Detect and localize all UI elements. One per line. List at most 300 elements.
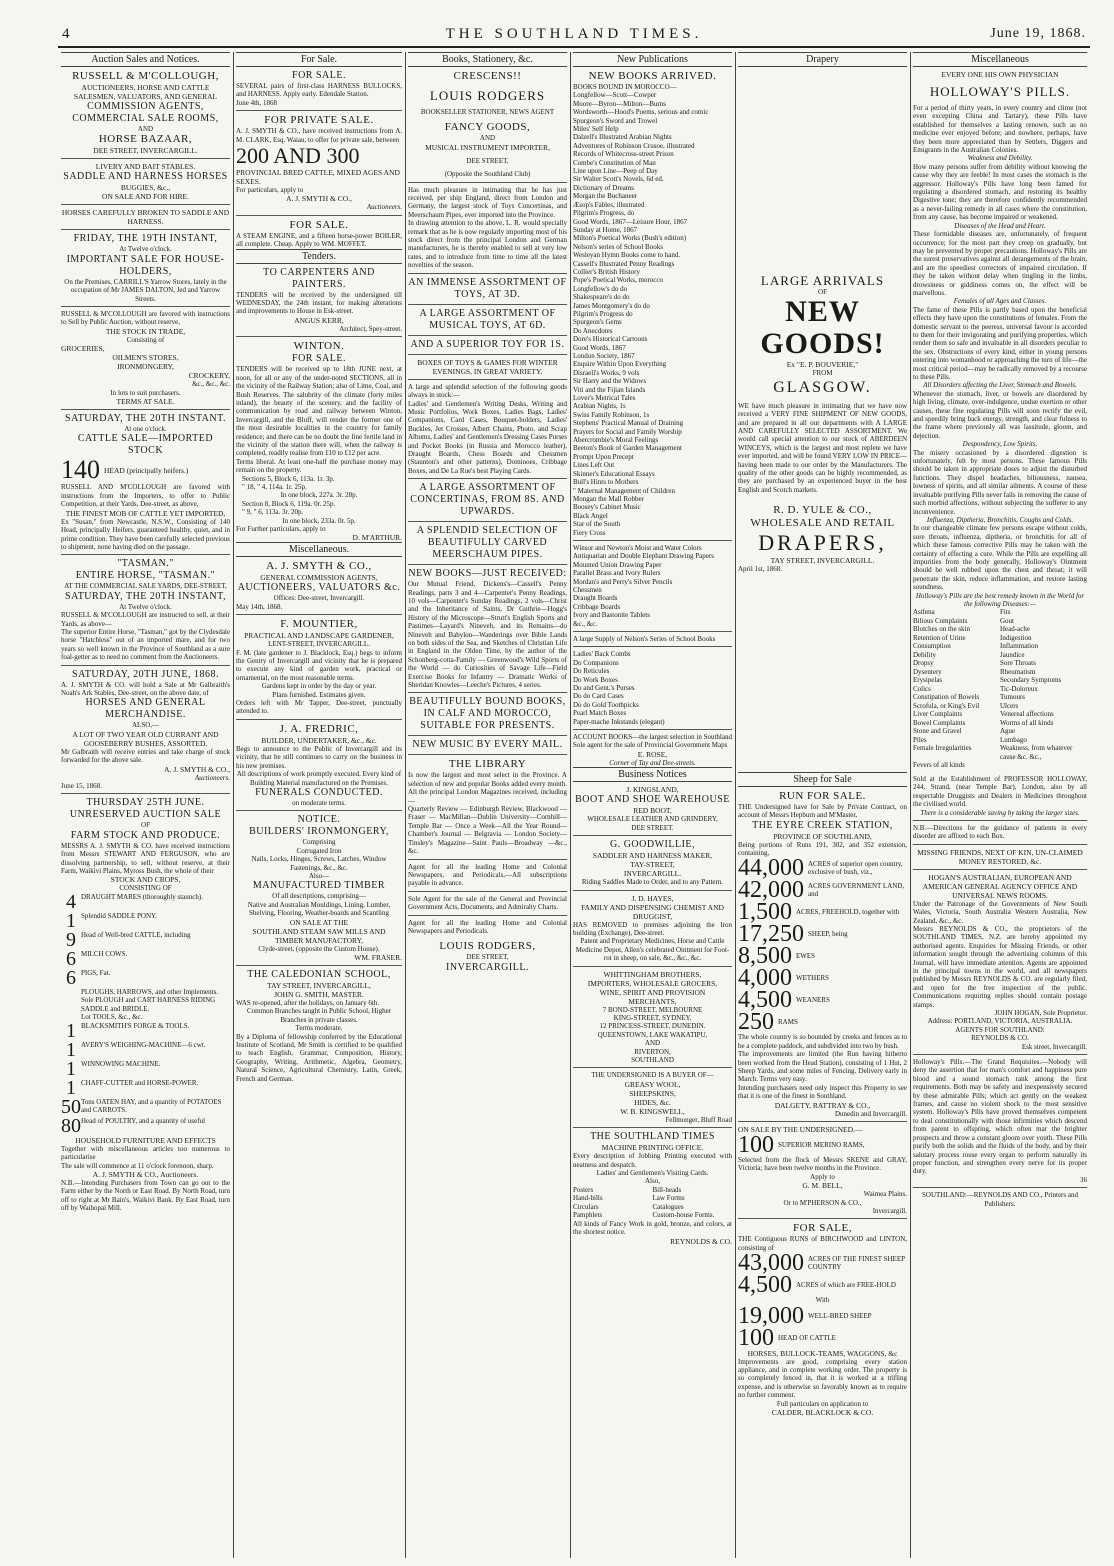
lot-item (61, 966, 230, 989)
ad-text: GENERAL COMMISSION AGENTS, (260, 573, 378, 583)
book-title: Star of the South (573, 520, 621, 529)
ad-heading: MISSING FRIENDS, NEXT OF KIN, UN-CLAIMED MONEY RESTORED, &c. (917, 847, 1083, 866)
book-title: Wesleyan Hymn Books come to hand. (573, 251, 681, 260)
ad-text: All descriptions of work promptly executed. Every kind of Building Material manufactured on the Premises. (236, 770, 402, 787)
ad-text: TIMBER MANUFACTORY, (275, 935, 363, 945)
ad-text: TENDERS will be received up to 18th JUNE next, at noon, for all or any of the under-noted SECTIONS, all in the vicinity of the Railway Station; also of Lime, Coal, and Bush Reserves. The salubrity of the climate (forty miles inland), the beauty of the scenery, and the facility of communication by road and railway between Winton, Invercargill, and the Bluff, will render the former one of the most desirable localities in the country for family residence; and there can be no doubt the fine fertile land in the vicinity of the station there will, when the railway is completed, readily realise from £10 to £12 per acre. (236, 365, 402, 458)
ad-text: Mr Galbraith will receive entries and take charge of stock forwarded for the above sale. (61, 747, 230, 765)
fancy-goods-item: Pearl Match Boxes (573, 709, 627, 718)
book-title: Nelson's series of School Books (573, 242, 663, 251)
ad-signature: CALDER, BLACKLOCK & CO. (771, 1408, 874, 1418)
masthead (58, 26, 1090, 46)
ad-text: Auctioneers. (366, 203, 402, 212)
ad-text: The whole country is so bounded by creeks and fences as to be a complete paddock, and subdivided into two by bush. (738, 1033, 907, 1050)
section-entry: Section 8, Block 6, 119a. 0r. 25p. (242, 499, 336, 508)
ad-text: AND (479, 134, 496, 143)
book-title: Sunday at Home, 1867 (573, 225, 638, 234)
ad-text: HAS REMOVED to premises adjoining the Iron building (Exchange), Dee-street. (573, 920, 732, 937)
lot-item (61, 1013, 230, 1022)
ad-text: THE Contiguous RUNS of BIRCHWOOD and LINTON, consisting of (738, 1235, 907, 1252)
acres-count: 43,000 (738, 1250, 804, 1277)
ad-text: BOOKS BOUND IN MOROCCO— (573, 83, 677, 91)
lot-item (61, 988, 230, 997)
ad-text: MUSICAL INSTRUMENT IMPORTER, (425, 142, 550, 152)
book-title: Swiss Family Robinson, 1s (573, 410, 650, 419)
ad-text: AGENTS FOR SOUTHLAND: (955, 1025, 1045, 1034)
cattle-row (738, 1324, 907, 1351)
fancy-goods-item: Do and Gent.'s Purses (573, 684, 635, 693)
fancy-goods-item: Do Companions (573, 658, 619, 667)
ad-text: AT THE COMMERCIAL SALE YARDS, DEE-STREET, (64, 582, 227, 591)
stationery-item: Ivory and Bastonite Tablets (573, 611, 650, 620)
disease-name: Ulcers (1000, 701, 1019, 710)
book-title: Dictionary of Dreams (573, 183, 635, 192)
printing-row (573, 1211, 732, 1220)
book-list (573, 91, 732, 537)
fancy-goods-item: Do Work Boxes (573, 675, 618, 684)
ad-signature: G. M. BELL, (802, 1181, 843, 1191)
ad-heading: LARGE ARRIVALS (760, 273, 885, 288)
ad-text: How many persons suffer from debility without knowing the cause why they are feeble! In most cases the stomach is the aggressor. Holloway's Pills have long been famed for regulating a disordered stomach, and restoring its healthy Digestive tone; they are therefore confidently recommended as a never-failing remedy in all cases where the constitution, from any cause, has become impaired or weakened. (913, 162, 1087, 222)
ad-text: MERCHANTS, (628, 996, 677, 1006)
ad-text: Nails, Locks, Hinges, Screws, Latches, Window Fastenings, &c., &c. (251, 855, 387, 872)
subheading: Diseases of the Head and Heart. (954, 221, 1046, 230)
disease-name: Erysipelas (913, 676, 943, 685)
book-title: Longfellow's do do (573, 284, 628, 293)
fancy-goods-item: Do do Gold Toothpicks (573, 700, 639, 709)
printing-item: Pamphlets (573, 1211, 603, 1220)
ad-text: WHOLESALE LEATHER AND GRINDERY, (587, 815, 718, 824)
book-title: Spurgeon's Gems (573, 318, 622, 327)
section-entry: Sections 5, Block 6, 113a. 1r. 3p. (242, 474, 335, 483)
ad-text: SUPERIOR MERINO RAMS, (778, 1140, 865, 1149)
column-heading: Books, Stationery, &c. (408, 52, 567, 67)
lot-quantity: 1 (66, 1076, 76, 1099)
ad-date: May 14th, 1868. (236, 602, 283, 611)
ad-number: 36 (1080, 1175, 1087, 1184)
ad-text: Consisting of (126, 335, 165, 344)
section-entry: " 18, " 4, 114a. 1r. 25p. (242, 482, 307, 491)
ad-text: DEE STREET. (631, 823, 674, 832)
acres-row (738, 1250, 907, 1277)
ad-text: TENDERS will be received by the undersigned till WEDNESDAY, the 24th instant, for making alterations and improvements to House in Esk-street. (236, 290, 402, 316)
run-figure-row (738, 855, 907, 882)
ad-heading: J. A. FREDRIC, (279, 722, 359, 735)
stationery-item: Draught Boards (573, 594, 618, 603)
ad-heading: NOTICE. (297, 814, 341, 826)
address-line: 7 BOND-STREET, MELBOURNE (602, 1005, 703, 1014)
book-title: Enquire Within Upon Everything (573, 360, 667, 369)
ad-text: ON SALE AT THE (289, 917, 349, 927)
ad-text: GREASY WOOL, (624, 1079, 681, 1089)
book-title: Lines Left Out (573, 461, 615, 470)
disease-name: Jaundice (1000, 650, 1025, 659)
ad-text: Comprising (302, 838, 336, 847)
ad-text: Esk street, Invercargill. (1021, 1042, 1087, 1051)
ad-text: In lots to suit purchasers. (110, 388, 181, 397)
stationery-item: Antiquarian and Double Elephant Drawing Papers (573, 552, 714, 561)
book-title: Pope's Poetical Works, morocco (573, 276, 663, 285)
ad-text: ACRES OF THE FINEST SHEEP COUNTRY (808, 1255, 905, 1272)
ad-text: THE STOCK IN TRADE, (105, 326, 186, 336)
ad-text: N.B.—Intending Purchasers from Town can go out to the Farm either by the North or East Road. By North Road, turn off to right at Mr Bain's, Waikivi Bank. By East Road, turn off by Waihopai Mill. (61, 1179, 230, 1213)
ad-text: Dunedin and Invercargill. (835, 1109, 907, 1118)
cattle-count-row (61, 457, 230, 483)
lot-item (61, 1019, 230, 1042)
run-figure-label: RAMS (778, 1018, 798, 1027)
ad-heading: A LARGE ASSORTMENT OF MUSICAL TOYS, AT 6D. (419, 307, 556, 331)
book-title: Skinner's Educational Essays (573, 469, 655, 478)
masthead-rule (58, 46, 1090, 48)
book-title: Good Words, 1867—Leisure Hour, 1867 (573, 217, 688, 226)
ad-text: Waimea Plains. (863, 1190, 907, 1199)
lot-quantity: 6 (66, 966, 76, 989)
ad-text: Intending purchasers need only inspect this Property to see that it is one of the finest in Southland. (738, 1083, 907, 1101)
subheading: Females of all Ages and Classes. (953, 297, 1047, 306)
ad-text: TAY-STREET, (630, 860, 675, 870)
disease-name: Colics (913, 684, 931, 693)
ad-text: &c., &c., &c. (192, 380, 230, 389)
rams-row (738, 1131, 907, 1158)
ad-text: Common Branches taught in Public School, Higher Branches in private classes. (246, 1007, 392, 1024)
book-title: Line upon Line—Peep of Day (573, 167, 658, 176)
ad-heading-large: NEW GOODS! (760, 295, 885, 361)
lot-description: BLACKSMITH'S FORGE & TOOLS. (81, 1021, 190, 1030)
ad-text: On the Premises, CARRILL'S Yarrow Stores, lately in the occupation of Mr JAMES DALTON, Jed and Yarrow Streets. (64, 277, 227, 303)
ad-heading: IMPORTANT SALE FOR HOUSE-HOLDERS, (66, 253, 225, 277)
ad-text: CONSISTING OF (119, 884, 172, 893)
lot-quantity: 1 (66, 909, 76, 932)
ad-text: AND (137, 125, 154, 133)
ad-heading: HORSES AND GENERAL MERCHANDISE. (85, 697, 206, 721)
ad-text: DEE STREET, (466, 156, 509, 165)
printing-item: Bill-heads (652, 1185, 682, 1194)
disease-name: Asthma (913, 608, 935, 617)
run-figure: 17,250 (738, 921, 804, 948)
book-title: Miles' Self Help (573, 125, 619, 134)
firm-name: RUSSELL & M'COLLOUGH, (72, 70, 219, 82)
stationery-item: &c., &c. (573, 619, 598, 628)
ad-heading: F. MOUNTIER, (280, 618, 358, 631)
ad-heading: NEW BOOKS ARRIVED. (588, 70, 717, 82)
run-figure: 44,000 (738, 855, 804, 882)
ad-signature: E. ROSE, (637, 749, 668, 759)
ad-text: N.B.—Directions for the guidance of patients in every disorder are affixed to each Box. (913, 823, 1087, 841)
printing-item: Custom-house Forms. (652, 1211, 715, 1220)
ad-heading: "TASMAN." (117, 558, 174, 570)
disease-name: Inflammation (1000, 642, 1039, 651)
book-title: Records of Whitecross-street Prison (573, 150, 674, 159)
ad-heading: AN IMMENSE ASSORTMENT OF TOYS, AT 3D. (408, 276, 567, 300)
book-title: London Society, 1867 (573, 352, 635, 360)
printing-row (573, 1186, 732, 1195)
ad-text: FROM (812, 369, 833, 378)
run-figure-row (738, 965, 907, 992)
ad-text: BOXES OF TOYS & GAMES FOR WINTER EVENINGS, IN GREAT VARIETY. (417, 357, 558, 376)
ad-text: Also— (308, 871, 330, 880)
ad-text: MESSRS A. J. SMYTH & CO. have received instructions from Messrs STEWART AND FERGUSON, who are dissolving partnership, to sell, without reserve, at their Farm, Waikivi Plains, Myross Bush, the whole of their (61, 841, 230, 876)
disease-row (913, 634, 1087, 643)
lot-description: CHAFF-CUTTER and HORSE-POWER. (81, 1078, 199, 1087)
ad-text: Corrugated Iron (296, 846, 342, 855)
ad-text: Orders left with Mr Tapper, Dee-street, punctually attended to. (236, 699, 402, 716)
disease-row (913, 761, 1087, 770)
printing-row (573, 1194, 732, 1203)
disease-row (913, 719, 1087, 728)
ad-date: April 1st, 1868. (738, 565, 782, 574)
disease-name: Retention of Urine (913, 633, 966, 642)
ad-heading: SADDLE AND HARNESS HORSES (63, 171, 228, 183)
disease-name: Liver Complaints (913, 710, 963, 719)
ad-heading: FOR SALE, (793, 1222, 852, 1235)
ad-text: Ex "Susan," from Newcastle, N.S.W., Consisting of 140 Head, principally Heifers, guaranteed healthy, quiet, and in prime condition. They have been carefully selected previous to shipment, none having died on the passage. (61, 517, 230, 551)
ad-heading: THE LIBRARY (448, 758, 527, 771)
disease-name: Tumours (1000, 693, 1026, 702)
lot-quantity: 1 (66, 1057, 76, 1080)
ad-text: TAY STREET, INVERCARGILL. (770, 556, 875, 566)
subheading: Holloway's Pills are the best remedy known in the World for the following Diseases:— (915, 591, 1085, 608)
disease-name: Female Irregularities (913, 744, 972, 753)
book-title: Fiery Cross (573, 528, 606, 537)
run-figure-row (738, 921, 907, 948)
ad-text: Holloway's Pills.—The Grand Requisites.—Nobody will deny the assertion that for man's comfort and happiness pure blood and a sound stomach rank among the first requirements. Both may be safely and inexpensively secured by these admirable Pills; which act gently on the weakest frames, and cause no violent shock to the most sensitive system. Holloway's Pills have proved themselves competent to deal constitutionally with those infirmities which descend from parent to offspring, which often mar the brighter prospects and throw a constant gloom over youth. These Pills purify both the solids and the fluids of the body, and by their salutary process rouse every organ to perform naturally its proper function, and strengthen every nerve for its proper duty. (913, 1058, 1087, 1176)
printing-row (573, 1203, 732, 1212)
ad-heading: BUILDERS' IRONMONGERY, (249, 826, 389, 838)
ad-heading: HOLLOWAY'S PILLS. (929, 84, 1071, 99)
address-line: 12 PRINCESS-STREET, DUNEDIN. (599, 1022, 706, 1031)
sale-date: THURSDAY 25TH JUNE. (86, 797, 205, 809)
book-title: Abercrombie's Moral Feelings (573, 436, 659, 445)
run-figure-row (738, 987, 907, 1014)
sheep-row (738, 1302, 907, 1329)
ad-text: For Further particulars, apply to (236, 525, 326, 533)
run-figure-label: ACRES, FREEHOLD, together with (796, 908, 900, 917)
ad-text: Ladies' and Gentlemen's Visiting Cards. (596, 1169, 709, 1177)
ad-signature: A. J. SMYTH & CO., Auctioneers. (92, 1170, 199, 1180)
ad-heading: G. GOODWILLIE, (609, 839, 696, 851)
ad-heading: TO CARPENTERS AND PAINTERS. (263, 266, 375, 290)
printing-item: Law Forms (652, 1194, 685, 1203)
section-entry: " 9, " 6, 113a. 3r. 20p. (242, 508, 304, 517)
ad-heading: BOOT AND SHOE WAREHOUSE (575, 794, 730, 806)
ad-text: FAMILY AND DISPENSING CHEMIST AND DRUGGIST, (581, 902, 724, 921)
ad-heading: NEW BOOKS—JUST RECEIVED: (408, 568, 567, 580)
ad-text: ACRES of which are FREE-HOLD (796, 1281, 896, 1290)
ad-text: Sole agent for the sale of Provincial Government Maps (573, 741, 728, 750)
section-heading: Business Notices (573, 767, 732, 782)
printer-imprint: SOUTHLAND:—REYNOLDS AND CO., Printers and Publishers. (922, 1191, 1078, 1208)
book-title: Black Angel (573, 511, 608, 520)
ad-text: Of all descriptions, comprising— (272, 892, 366, 901)
ad-heading: FOR SALE. (289, 218, 349, 231)
acres-row (738, 1272, 907, 1299)
lot-description: Head of POULTRY, and a quantity of useful (81, 1116, 206, 1125)
disease-name: Secondary Symptoms (1000, 676, 1062, 685)
lot-description: AVERY'S WEIGHING-MACHINE—6 cwt. (81, 1040, 206, 1049)
ad-text: HOUSEHOLD FURNITURE AND EFFECTS (75, 1135, 216, 1145)
ad-heading: MANUFACTURED TIMBER (252, 880, 386, 892)
ad-text: Sole Agent for the sale of the General and Provincial Government Acts, Documents, and Admiralty Charts. (408, 894, 567, 912)
lot-item (61, 890, 230, 913)
ad-heading: HORSE BAZAAR, (98, 133, 193, 146)
ad-text: BUILDER, UNDERTAKER, &c., &c. (261, 735, 377, 745)
ad-heading: THE EYRE CREEK STATION, (752, 819, 893, 831)
ad-text: F. M. (late gardener to J. Blacklock, Esq.) begs to inform the Gentry of Invercargill and vicinity that he is prepared to execute any kind of garden work, practical or ornamental, on the most reasonable terms. (236, 648, 402, 682)
disease-name: Weakness, from whatever cause &c. &c., (1000, 744, 1073, 761)
disease-row (913, 659, 1087, 668)
paper-list (573, 552, 732, 628)
ad-text: A large Supply of Nelson's Series of School Books (573, 635, 716, 643)
book-title: Wordsworth—Hood's Poems, serious and comic (573, 108, 709, 117)
column-heading: New Publications (573, 52, 732, 67)
address-line: KING-STREET, SYDNEY. (613, 1013, 692, 1022)
run-figure-label: EWES (796, 952, 816, 961)
disease-name: Bowel Complaints (913, 718, 966, 727)
disease-name: Constipation of Bowels (913, 693, 980, 702)
disease-row (913, 642, 1087, 651)
ad-text: Address: PORTLAND, VICTORIA, AUSTRALIA. (927, 1017, 1073, 1026)
ad-text: AUCTIONEERS, HORSE AND CATTLE SALESMEN, VALUATORS, AND GENERAL (73, 83, 218, 101)
ad-heading: BEAUTIFULLY BOUND BOOKS, IN CALF AND MOROCCO, SUITABLE FOR PRESENTS. (409, 696, 566, 732)
ad-heading: FANCY GOODS, (444, 121, 531, 134)
ad-text: Under the Patronage of the Governments of New South Wales, Victoria, South Australia Western Australia, New Zealand, &c., &c. (913, 899, 1087, 925)
lot-item (61, 1076, 230, 1099)
ad-text: Offices: Dee-street, Invercargill. (273, 594, 365, 603)
book-title: Boosey's Cabinet Music (573, 503, 641, 512)
book-title: Morgan the Buchaneer (573, 192, 638, 201)
printing-item: Circulars (573, 1202, 599, 1211)
ad-text: WELL-BRED SHEEP (808, 1311, 872, 1320)
ad-heading: A SPLENDID SELECTION OF BEAUTIFULLY CARVED MEERSCHAUM PIPES. (416, 525, 559, 561)
ad-signature: W. B. KINGSWELL, (620, 1106, 685, 1116)
ad-text: The superior Entire Horse, "Tasman," got by the Clydesdale horse "Hatchless" out of an imported mare, and for two years so well known in the Province of Southland as a sure foal-getter as to need no comment from the Auctioneers. (61, 627, 230, 662)
ad-text: A STEAM ENGINE, and a fifteen horse-power BOILER, all complete. Cheap. Apply to WM. MOFFET. (236, 231, 402, 249)
book-title: Cassell's Illustrated Penny Readings (573, 259, 675, 268)
book-title: Prayers for Social and Family Worship (573, 427, 682, 436)
disease-name: Lumbago (1000, 735, 1027, 744)
address-line: RIVERTON, (634, 1047, 671, 1056)
ad-signature: LOUIS RODGERS, (439, 940, 536, 953)
column-drapery (735, 52, 910, 1558)
lot-item (61, 1038, 230, 1061)
run-figure: 4,000 (738, 965, 792, 992)
ad-text: RUSSELL AND M'COLLOUGH are favored with instructions from the Importers, to offer to Public Competition, at their Yards, Dee-street, as above, (61, 483, 230, 509)
ad-date: June 4th, 1868 (236, 98, 278, 107)
ad-text: DEE STREET, (466, 953, 509, 962)
lot-description: PIGS, Fat. (81, 968, 111, 977)
fancy-goods-item: Do do Card Cases (573, 692, 624, 701)
lot-item (61, 947, 230, 970)
disease-row (913, 668, 1087, 677)
ad-text: Whenever the stomach, liver, or bowels are disordered by high living, climate, over-indulgence, undue exertion or other causes, these fine regulating Pills will soon rectify the evil, and speedily bring back energy, strength, and clear fulness to the frame where previously all was lassitude, gloom, and dejection. (913, 389, 1087, 440)
ad-text: Selected from the flock of Messrs SKENE and GRAY, Victoria; have been twelve months in the Province. (738, 1155, 907, 1173)
column-heading: For Sale. (236, 52, 402, 67)
run-figure-label: SHEEP, being (808, 930, 848, 939)
run-figure-row (738, 943, 907, 970)
acres-count: 4,500 (738, 1272, 792, 1299)
disease-name: Worms of all kinds (1000, 718, 1054, 727)
ad-signature: JOHN HOGAN, Sole Proprietor. (994, 1009, 1087, 1017)
subheading: All Disorders affecting the Liver, Stomach and Bowels. (923, 381, 1077, 390)
run-figure: 250 (738, 1009, 774, 1036)
ad-text: A. J. SMYTH & CO., have received instructions from A. M. CLARK, Esq. Waiau, to offer for private sale, between (236, 127, 402, 144)
lot-list (61, 890, 230, 1137)
lot-item (61, 1057, 230, 1080)
ad-text: OF (141, 821, 150, 830)
run-figure-row (738, 877, 907, 904)
ram-count: 100 (738, 1131, 774, 1158)
ad-text: Fellmonger, Bluff Road (665, 1115, 732, 1124)
address-line: AND (644, 1039, 661, 1048)
lot-item (61, 996, 230, 1013)
ad-text: SADDLER AND HARNESS MAKER, (592, 851, 713, 861)
column-heading: Drapery (738, 52, 907, 67)
book-title: Shakespeare's do do (573, 293, 630, 302)
disease-row (913, 736, 1087, 745)
ad-text: In our changeable climate few persons escape without colds, sore throats, influenza, diptheria, or bronchitis for all of which these famous corrective Pills may be taken with the certainty of effecting a cure. While the Pills are expelling all impurities from the body generally, Holloway's Ointment should be well rubbed upon the chest and throat; it will penetrate the skin, reduce inflammation, and restore lasting soundness. (913, 524, 1087, 592)
disease-name: Rheumatism (1000, 667, 1036, 676)
ad-text: Messrs REYNOLDS & CO., the proprietors of the SOUTHLAND TIMES, N.Z. are hereby appointed my authorised agents. Enquiries for Missing Friends, or other information sought through the advertising columns of this Journal, will have immediate attention. Agents are appointed in the principal towns in the world, and all newspapers published by Messrs REYNOLDS & CO. are regularly filed, and open for the free inspection of the public. Communications requiring replies should contain postage stamps. (913, 924, 1087, 1009)
ad-text: Begs to announce to the Public of Invercargill and its vicinity, that he still continues to carry on the business in his new premises. (236, 744, 402, 770)
disease-name: Fevers of all kinds (913, 761, 965, 770)
column-for-sale (233, 52, 405, 1558)
ad-text: J. D. HAYES, (631, 893, 674, 903)
ad-text: CROCKERY, (188, 371, 230, 381)
ad-heading: CRESCENS!! (453, 70, 522, 82)
run-figure: 1,500 (738, 899, 792, 926)
ad-text: PROVINCIAL BRED CATTLE, MIXED AGES AND SEXES. (236, 168, 400, 187)
lot-description: Sole PLOUGH and CART HARNESS RIDING SADDLE and BRIDLE. (81, 996, 216, 1013)
ad-text: Agent for all the leading Home and Colonial Newspapers, and Periodicals,—All subscriptions payable in advance. (408, 862, 567, 888)
ad-heading: RUN FOR SALE. (779, 789, 866, 802)
book-title: Viti and the Fijian Islands (573, 385, 646, 394)
book-title: Æsop's Fables, illustrated (573, 200, 645, 209)
lot-description: Lot TOOLS, &c., &c. (81, 1013, 143, 1022)
ad-text: By a Diploma of fellowship conferred by the Educational Institute of Scotland, Mr Smith is certified to be qualified to teach English, Grammar, Composition, History, Geography, Writing, Arithmetic, Algebra, Geometry, Natural Science, Agricultural Chemistry, Latin, Greek, French and German. (236, 1032, 402, 1083)
ad-text: Corner of Tay and Dee-streets. (609, 758, 696, 767)
ad-text: A. J. SMYTH & CO. will hold a Sale at Mr Galbraith's Noah's Ark Stables, Dee-street, on the above date, of (61, 680, 230, 697)
ad-text: For particulars, apply to (236, 186, 304, 195)
lot-quantity: 1 (66, 1038, 76, 1061)
ad-heading: FOR SALE. (292, 70, 346, 81)
ad-heading: COMMISSION AGENTS, (87, 101, 204, 112)
book-title: Mongan the Mall Robber (573, 494, 644, 503)
ad-heading: FOR SALE. (292, 353, 346, 365)
cattle-range: 200 AND 300 (236, 143, 360, 169)
disease-row (913, 617, 1087, 626)
book-title: Do Anecdotes (573, 326, 613, 335)
ad-text: The improvements are limited (the Run having hitherto been worked from the Head Station), consisting of 1 Hut, 2 Sheep Yards, and some miles of Fencing. Delivery early in March. Terms very easy. (738, 1050, 907, 1084)
stationery-item: Chessmen (573, 585, 602, 594)
sale-time: At Twelve o'clock. (119, 245, 172, 254)
ad-heading: CATTLE SALE—IMPORTED STOCK (77, 433, 214, 457)
ad-text: THE Undersigned have for Sale by Private Contract, on account of Messrs Hepburn and M'Master, (738, 802, 907, 820)
ad-text: These formidable diseases are, unfortunately, of frequent occurrence; for the most part they creep on gradually, but may be prevented by proper precautions. Holloway's Pills are the surest preservatives against all derangements of the brain, and are the speediest correctors of impaired circulation. If they be taken without delay when tingling in the limbs, drowsiness or giddiness comes on, the effect will be marvellous. (913, 230, 1087, 297)
ad-text: ALSO,— (131, 721, 160, 730)
column-auction-sales (58, 52, 233, 1558)
ad-text: Gardens kept in order by the day or year. (261, 682, 377, 691)
ad-text: Winsor and Newton's Moist and Water Colors (573, 543, 702, 552)
ad-text: Auctioneers. (194, 773, 230, 782)
ad-text: TERMS AT SALE. (116, 397, 175, 407)
ad-text: PRACTICAL AND LANDSCAPE GARDENER, (244, 631, 394, 641)
ad-text: Improvements are good, comprising every station appliance, and in complete working order. The property is so completely fenced in, that it is worked at a trifling expense, and is otherwise so favorably known as to require no further comment. (738, 1357, 907, 1400)
book-title: Spurgeon's Sword and Trowel (573, 116, 658, 125)
ad-text: Also, (645, 1177, 660, 1186)
ad-text: MACHINE PRINTING OFFICE. (601, 1143, 704, 1153)
ad-text: THE FINEST MOB OF CATTLE YET IMPORTED, (65, 508, 226, 518)
sale-date: SATURDAY, THE 20TH INSTANT, (65, 590, 226, 602)
